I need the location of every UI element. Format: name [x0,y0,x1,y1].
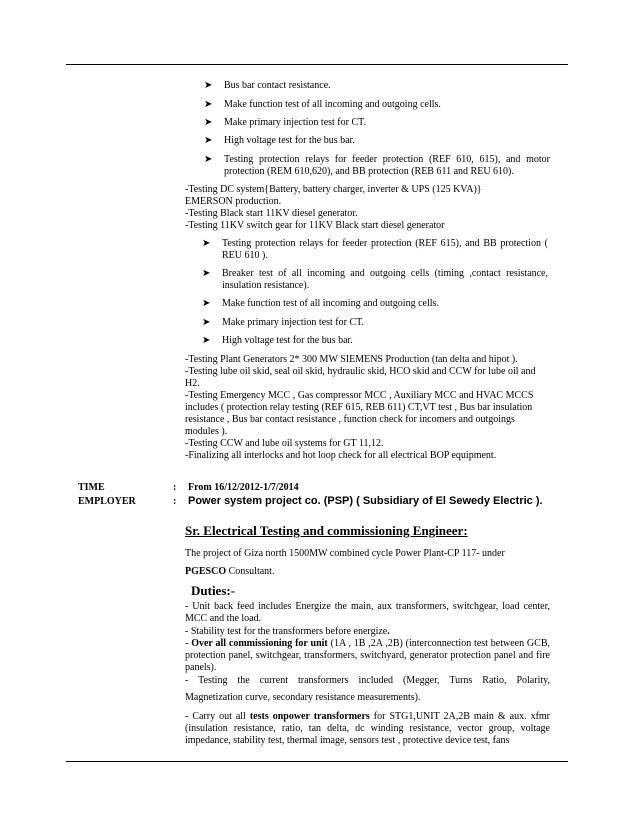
arrow-bullet-icon: ➤ [204,154,213,165]
list-item: ➤ Make function test of all incoming and outgoing cells. [204,99,441,110]
duty-item: - Stability test for the transformers before energize. [185,626,390,637]
arrow-bullet-icon: ➤ [204,80,213,91]
duty-item-continued: Magnetization curve, secondary resistance measurements). [185,692,421,703]
duties-heading: Duties:- [191,583,236,598]
job-title: Sr. Electrical Testing and commissioning Engineer: [185,523,468,538]
duty-item: - Testing the current transformers included (Megger, Turns Ratio, Polarity, [185,675,550,686]
list-item: ➤ Testing protection relays for feeder protection (REF 610, 615), and motor protection (REM 610,620), and BB protection (REB 611 and REU 610). [204,154,550,177]
time-label: TIME [78,482,105,493]
employer-value: Power system project co. (PSP) ( Subsidiary of El Sewedy Electric ). [188,495,543,507]
arrow-bullet-icon: ➤ [202,238,211,249]
colon: : [173,496,177,507]
duty-item: - Over all commissioning for unit (1A , 1B ,2A ,2B) (interconnection test between GCB, protection panel, switchgear, transformers, switchyard, generator protection panel and fire panels). [185,638,550,673]
list-item: ➤ High voltage test for the bus bar. [202,335,353,346]
arrow-bullet-icon: ➤ [202,317,211,328]
list-item: ➤ Breaker test of all incoming and outgoing cells (timing ,contact resistance, insulation resistance). [202,268,548,291]
list-item: ➤ High voltage test for the bus bar. [204,135,355,146]
footer-rule [66,761,568,762]
arrow-bullet-icon: ➤ [202,335,211,346]
list-item: ➤ Testing protection relays for feeder protection (REF 615), and BB protection ( REU 610 ). [202,238,548,261]
list-item: ➤ Bus bar contact resistance. [204,80,331,91]
list-item: ➤ Make primary injection test for CT. [204,117,366,128]
project-line: The project of Giza north 1500MW combined cycle Power Plant-CP 117- under [185,548,505,559]
arrow-bullet-icon: ➤ [204,99,213,110]
consultant-line: PGESCO Consultant. [185,566,275,577]
testing-notes-a: -Testing DC system{Battery, battery charger, inverter & UPS (125 KVA)} EMERSON production. -Testing Black start 11KV diesel generator. -Testing 11KV switch gear for 11KV Black start diesel generator [185,184,482,231]
arrow-bullet-icon: ➤ [204,117,213,128]
time-value: From 16/12/2012-1/7/2014 [188,482,299,493]
employer-label: EMPLOYER [78,496,136,507]
header-rule [66,64,568,65]
list-item: ➤ Make primary injection test for CT. [202,317,364,328]
arrow-bullet-icon: ➤ [204,135,213,146]
arrow-bullet-icon: ➤ [202,298,211,309]
list-item: ➤ Make function test of all incoming and outgoing cells. [202,298,439,309]
duty-item: - Unit back feed includes Energize the main, aux transformers, switchgear, load center, MCC and the load. [185,601,550,624]
arrow-bullet-icon: ➤ [202,268,211,279]
duty-item: - Carry out all tests onpower transformers for STG1,UNIT 2A,2B main & aux. xfmr (insulation resistance, ratio, tan delta, dc winding resistance, vector group, voltage impedance, stability test, thermal image, sensors test , protective device test, fans [185,711,551,746]
colon: : [173,482,177,493]
testing-notes-b: -Testing Plant Generators 2* 300 MW SIEMENS Production (tan delta and hipot ). -Testing lube oil skid, seal oil skid, hydraulic skid, HCO skid and CCW for lube oil and H2. -Testing Emergency MCC , Gas compressor MCC , Auxiliary MCC and HVAC MCCS includes ( protection relay testing (REF 615, REB 611) CT,VT test , Bus bar insulation resistance , Bus bar contact resistance , function check for incomers and outgoings modules ). -Testing CCW and lube oil systems for GT 11,12. -Finalizing all interlocks and hot loop check for all electrical BOP equipment. [185,354,536,461]
